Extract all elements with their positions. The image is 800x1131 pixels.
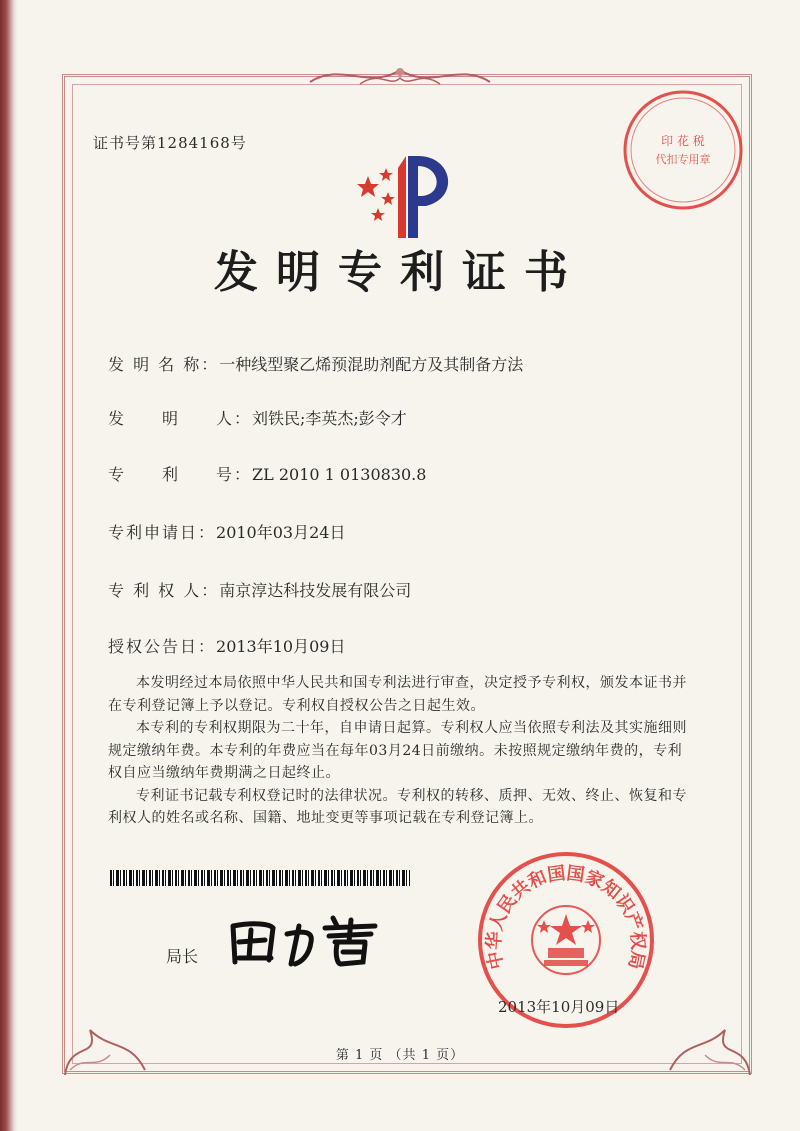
invention-name-value: 一种线型聚乙烯预混助剂配方及其制备方法 <box>219 355 524 374</box>
barcode <box>110 870 410 886</box>
patentee-value: 南京淳达科技发展有限公司 <box>219 581 412 600</box>
director-signature <box>225 912 395 972</box>
body-paragraph: 本专利的专利权期限为二十年，自申请日起算。专利权人应当依照专利法及其实施细则规定缴纳年费。本专利的年费应当在每年03月24日前缴纳。未按照规定缴纳年费的，专利权自应当缴纳年费期满之日起终止。 <box>108 720 687 781</box>
body-paragraph: 专利证书记载专利权登记时的法律状况。专利权的转移、质押、无效、终止、恢复和专利权人的姓名或名称、国籍、地址变更等事项记载在专利登记簿上。 <box>108 787 687 826</box>
patent-number-label: 专 利 号： <box>108 465 253 484</box>
seal-date: 2013年10月09日 <box>498 998 620 1016</box>
binding-edge <box>0 0 18 1131</box>
body-paragraph: 本发明经过本局依照中华人民共和国专利法进行审查，决定授予专利权，颁发本证书并在专利登记簿上予以登记。专利权自授权公告之日起生效。 <box>108 675 687 714</box>
svg-text:代扣专用章: 代扣专用章 <box>655 153 711 166</box>
patentee-label: 专 利 权 人： <box>108 581 220 600</box>
filing-date-field <box>108 520 345 543</box>
invention-name-label: 发 明 名 称： <box>108 355 220 374</box>
filing-date-value: 2010年03月24日 <box>216 523 346 542</box>
svg-text:中华人民共和国国家知识产权局: 中华人民共和国国家知识产权局 <box>483 862 649 972</box>
patent-number-field <box>108 462 426 485</box>
page-title: 发明专利证书 <box>214 247 586 298</box>
top-ornament <box>300 60 500 94</box>
grant-date-value: 2013年10月09日 <box>216 637 346 656</box>
svg-text:印 花 税: 印 花 税 <box>661 134 705 148</box>
patent-office-emblem <box>348 148 468 244</box>
inventors-label: 发 明 人： <box>108 409 253 428</box>
patentee-field <box>108 578 411 601</box>
page-footer: 第 1 页 （共 1 页） <box>335 1048 465 1063</box>
inventors-value: 刘铁民;李英杰;彭令才 <box>252 409 407 428</box>
inventors-field <box>108 406 407 429</box>
filing-date-label: 专利申请日： <box>108 523 217 542</box>
patent-number-value: ZL 2010 1 0130830.8 <box>252 465 427 484</box>
grant-date-field <box>108 634 345 657</box>
invention-name-field <box>108 352 523 375</box>
director-label: 局长 <box>166 947 199 966</box>
certificate-body <box>108 672 692 830</box>
tax-stamp-seal <box>620 87 746 213</box>
grant-date-label: 授权公告日： <box>108 637 217 656</box>
certificate-number: 证书号第1284168号 <box>93 134 247 152</box>
